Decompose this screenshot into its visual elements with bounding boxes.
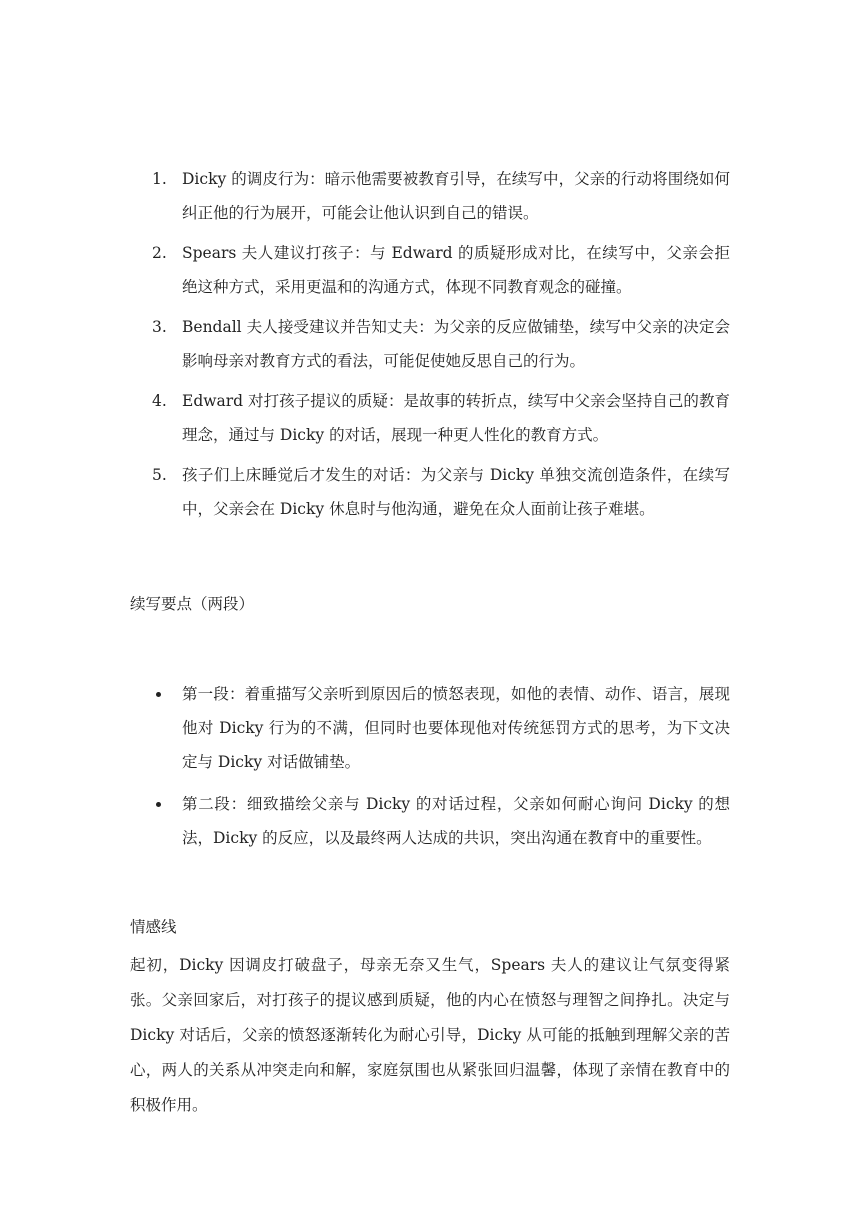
list-item bbox=[152, 310, 730, 378]
list-item-text: Dicky 的调皮行为：暗示他需要被教育引导，在续写中，父亲的行动将围绕如何纠正他的行为展开，可能会让他认识到自己的错误。 bbox=[182, 170, 730, 222]
bullet-item bbox=[152, 787, 730, 855]
emotion-paragraph: 起初，Dicky 因调皮打破盘子，母亲无奈又生气，Spears 夫人的建议让气氛变得紧张。父亲回家后，对打孩子的提议感到质疑，他的内心在愤怒与理智之间挣扎。决定与 Dicky 对话后，父亲的愤怒逐渐转化为耐心引导，Dicky 从可能的抵触到理解父亲的苦心，两人的关系从冲突走向和解，家庭氛围也从紧张回归温馨，体现了亲情在教育中的积极作用。 bbox=[130, 956, 730, 1114]
list-item-number: 1. bbox=[152, 170, 167, 188]
list-item-text: Bendall 夫人接受建议并告知丈夫：为父亲的反应做铺垫，续写中父亲的决定会影响母亲对教育方式的看法，可能促使她反思自己的行为。 bbox=[182, 318, 730, 370]
bullet-item-text: 第一段：着重描写父亲听到原因后的愤怒表现，如他的表情、动作、语言，展现他对 Dicky 行为的不满，但同时也要体现他对传统惩罚方式的思考，为下文决定与 Dicky 对话做铺垫。 bbox=[182, 685, 730, 771]
section-heading-xuxie: 续写要点（两段） bbox=[130, 595, 255, 613]
bullet-dot-icon bbox=[156, 692, 161, 697]
list-item bbox=[152, 384, 730, 452]
section-heading-qinggan: 情感线 bbox=[130, 918, 177, 936]
list-item bbox=[152, 458, 730, 526]
numbered-list bbox=[152, 162, 730, 532]
list-item-text: Spears 夫人建议打孩子：与 Edward 的质疑形成对比，在续写中，父亲会拒绝这种方式，采用更温和的沟通方式，体现不同教育观念的碰撞。 bbox=[182, 244, 730, 296]
list-item-number: 5. bbox=[152, 466, 167, 484]
bullet-item bbox=[152, 677, 730, 779]
list-item-number: 3. bbox=[152, 318, 167, 336]
bullet-dot-icon bbox=[156, 802, 161, 807]
list-item-text: 孩子们上床睡觉后才发生的对话：为父亲与 Dicky 单独交流创造条件，在续写中，父亲会在 Dicky 休息时与他沟通，避免在众人面前让孩子难堪。 bbox=[182, 466, 730, 518]
list-item bbox=[152, 162, 730, 230]
list-item-number: 2. bbox=[152, 244, 167, 262]
bullet-item-text: 第二段：细致描绘父亲与 Dicky 的对话过程，父亲如何耐心询问 Dicky 的想法，Dicky 的反应，以及最终两人达成的共识，突出沟通在教育中的重要性。 bbox=[182, 795, 730, 847]
bullet-list bbox=[152, 677, 730, 863]
list-item bbox=[152, 236, 730, 304]
list-item-number: 4. bbox=[152, 392, 167, 410]
list-item-text: Edward 对打孩子提议的质疑：是故事的转折点，续写中父亲会坚持自己的教育理念，通过与 Dicky 的对话，展现一种更人性化的教育方式。 bbox=[182, 392, 730, 444]
